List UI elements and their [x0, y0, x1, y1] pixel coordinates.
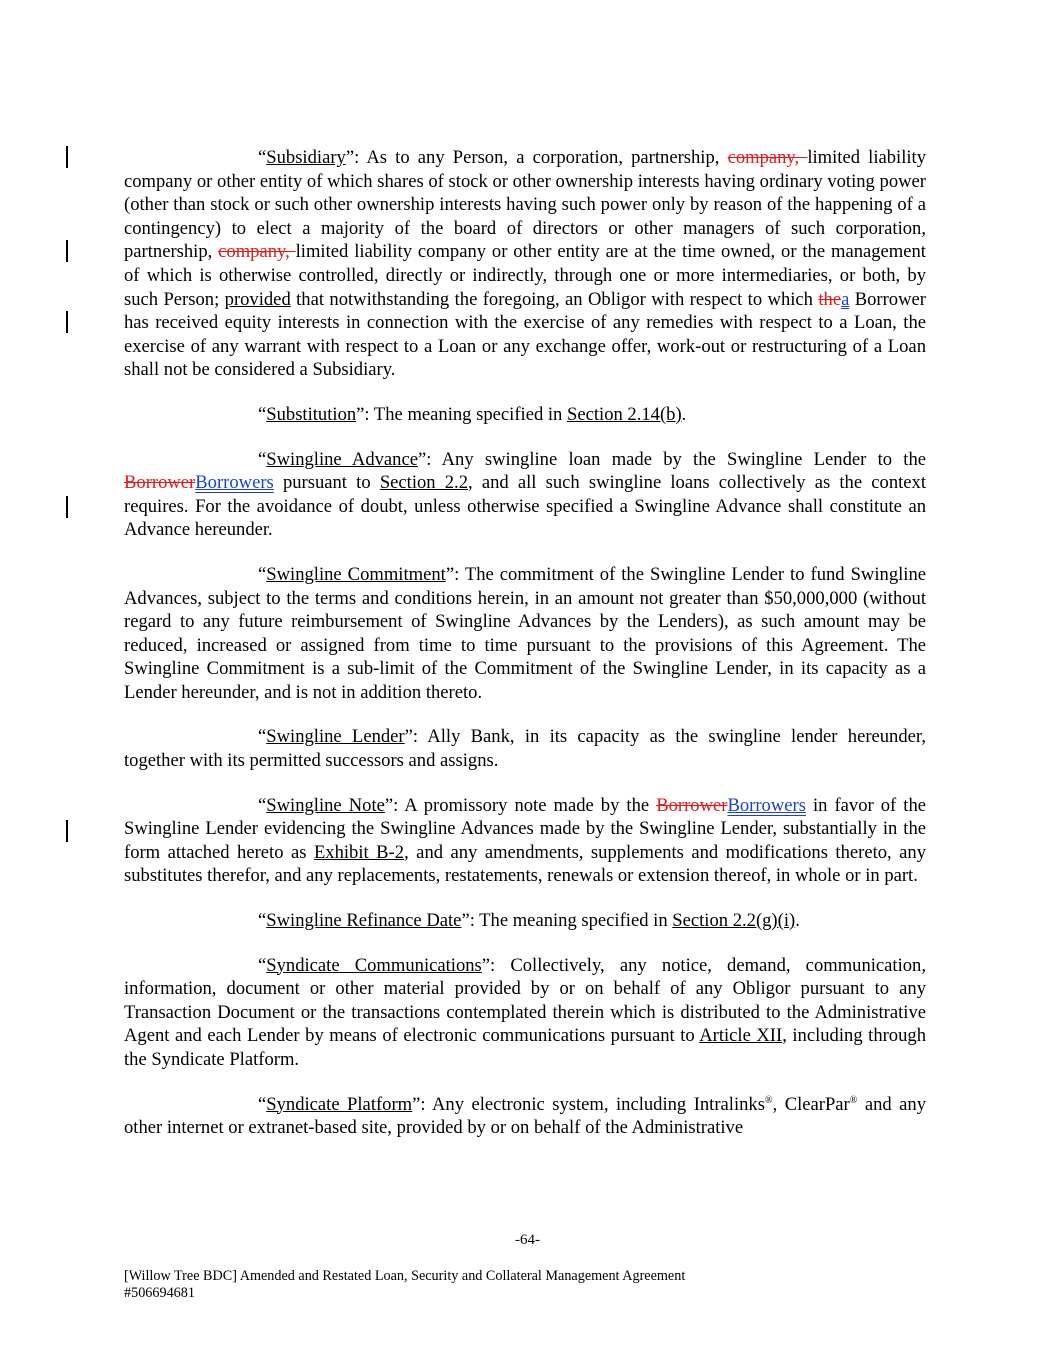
change-bar [66, 240, 68, 262]
text-run: ”: A promissory note made by the [384, 794, 657, 816]
text-run: “ [258, 147, 267, 168]
text-run: ”: The meaning specified in [461, 910, 673, 932]
underlined-term: Swingline Lender [266, 726, 405, 748]
text-run: ”: The commitment of the Swingline Lender to fund Swingline Advances, subject to the terms and conditions herein, in an amount not greater than $50,000,000 (without regard to any future reimbursement of Swingline Advances by the Lenders), as such amount may be reduced, increased or assigned from time to time pursuant to the provisions of this Agreement. The Swingline Commitment is a sub-limit of the Commitment of the Swingline Lender, in its capacity as a Lender hereunder, and is not in addition thereto. [124, 563, 926, 703]
text-run: in favor of the Swingline Lender evidencing the Swingline Advances made by the Swingline Lender, substantially in the form attached hereto as [124, 794, 927, 863]
registered-mark: ® [849, 1094, 858, 1106]
text-run: pursuant to [273, 472, 380, 494]
text-run: Borrower has received equity interests in connection with the exercise of any remedies with respect to a Loan, the exercise of any warrant with respect to a Loan or any exchange offer, work-out or restructuring of a Loan shall not be considered a Subsidiary. [124, 288, 926, 381]
footer-title: [Willow Tree BDC] Amended and Restated Loan, Security and Collateral Management Agreement [124, 1268, 686, 1284]
text-run: “ [258, 910, 267, 932]
deleted-text: Borrower [656, 794, 728, 816]
underlined-term: Article XII [699, 1025, 783, 1047]
underlined-term: Syndicate Platform [266, 1093, 413, 1115]
underlined-term: Section 2.2(g)(i) [672, 910, 796, 932]
text-run: , and any amendments, supplements and modifications thereto, any substitutes therefor, and any replacements, restatements, renewals or extension thereof, in whole or in part. [124, 841, 927, 887]
deleted-text: the [818, 288, 842, 310]
definition-swingline-commitment [124, 563, 926, 705]
underlined-term: Swingline Refinance Date [266, 910, 462, 932]
definition-syndicate-communications [124, 954, 926, 1072]
text-run: “ [258, 403, 267, 425]
definition-swingline-note [124, 794, 926, 888]
text-run: , and all such swingline loans collectively as the context requires. For the avoidance of doubt, unless otherwise specified a Swingline Advance shall constitute an Advance hereunder. [124, 472, 927, 541]
underlined-term: Swingline Commitment [266, 563, 446, 585]
registered-mark: ® [764, 1094, 773, 1106]
underlined-term: Substitution [266, 403, 357, 425]
deleted-text: company, [727, 147, 808, 168]
underlined-term: Section 2.2 [379, 472, 469, 494]
text-run: ”: Collectively, any notice, demand, communication, information, document or other material provided by or on behalf of any Obligor pursuant to any Transaction Document or the transactions contemplated therein which is distributed to the Administrative Agent and each Lender by means of electronic communications pursuant to [124, 954, 927, 1047]
text-run: ”: Any swingline loan made by the Swingline Lender to the [417, 448, 927, 470]
deleted-text: company, [218, 241, 296, 263]
underlined-term: Exhibit B-2 [313, 841, 405, 863]
text-run: limited liability company or other entity are at the time owned, or the management of which is otherwise controlled, directly or indirectly, through one or more intermediaries, or both, by such Person; [124, 241, 926, 310]
underlined-term: Swingline Advance [266, 448, 418, 470]
text-run: limited liability company or other entity of which shares of stock or other ownership interests having ordinary voting power (other than stock or such other ownership interests having such power only by reason of the happening of a contingency) to elect a majority of the board of directors or other managers of such corporation, partnership, [124, 147, 926, 263]
footer-doc-id: #506694681 [124, 1285, 195, 1301]
text-run: ”: As to any Person, a corporation, partnership, [345, 147, 728, 168]
underlined-term: Subsidiary [266, 147, 346, 168]
underlined-term: Syndicate Communications [266, 954, 482, 976]
change-bar [66, 820, 68, 842]
underlined-term: Section 2.14(b) [567, 403, 682, 425]
change-bar [66, 496, 68, 518]
text-run: “ [258, 794, 267, 816]
text-run: “ [258, 448, 267, 470]
definition-syndicate-platform [124, 1093, 926, 1140]
inserted-text: Borrowers [195, 472, 274, 494]
text-run: . [681, 403, 687, 425]
definition-swingline-lender [124, 725, 926, 772]
text-run: ”: Ally Bank, in its capacity as the swingline lender hereunder, together with its permitted successors and assigns. [124, 726, 927, 772]
change-bar [66, 146, 68, 168]
document-body [124, 146, 926, 1161]
definition-subsidiary [124, 146, 926, 382]
definition-swingline-advance [124, 448, 926, 542]
inserted-text: a [841, 288, 850, 310]
text-run: , including through the Syndicate Platform. [124, 1025, 926, 1070]
text-run: ”: Any electronic system, including Intralinks [412, 1093, 765, 1115]
text-run: . [795, 910, 800, 932]
change-bar [66, 311, 68, 333]
footer [124, 1268, 685, 1302]
inserted-text: Borrowers [727, 794, 806, 816]
underlined-term: provided [224, 288, 291, 310]
text-run: that notwithstanding the foregoing, an Obligor with respect to which [290, 288, 819, 310]
definition-substitution [124, 403, 926, 427]
text-run: and any other internet or extranet-based site, provided by or on behalf of the Administrative [124, 1093, 926, 1139]
text-run: “ [258, 1093, 267, 1115]
text-run: “ [258, 726, 267, 748]
text-run: , ClearPar [772, 1093, 850, 1115]
page-number: -64- [515, 1232, 540, 1248]
deleted-text: Borrower [124, 472, 196, 494]
underlined-term: Swingline Note [266, 794, 385, 816]
definition-swingline-refinance-date [124, 909, 926, 933]
text-run: “ [258, 954, 267, 976]
text-run: “ [258, 563, 267, 585]
text-run: ”: The meaning specified in [356, 403, 568, 425]
